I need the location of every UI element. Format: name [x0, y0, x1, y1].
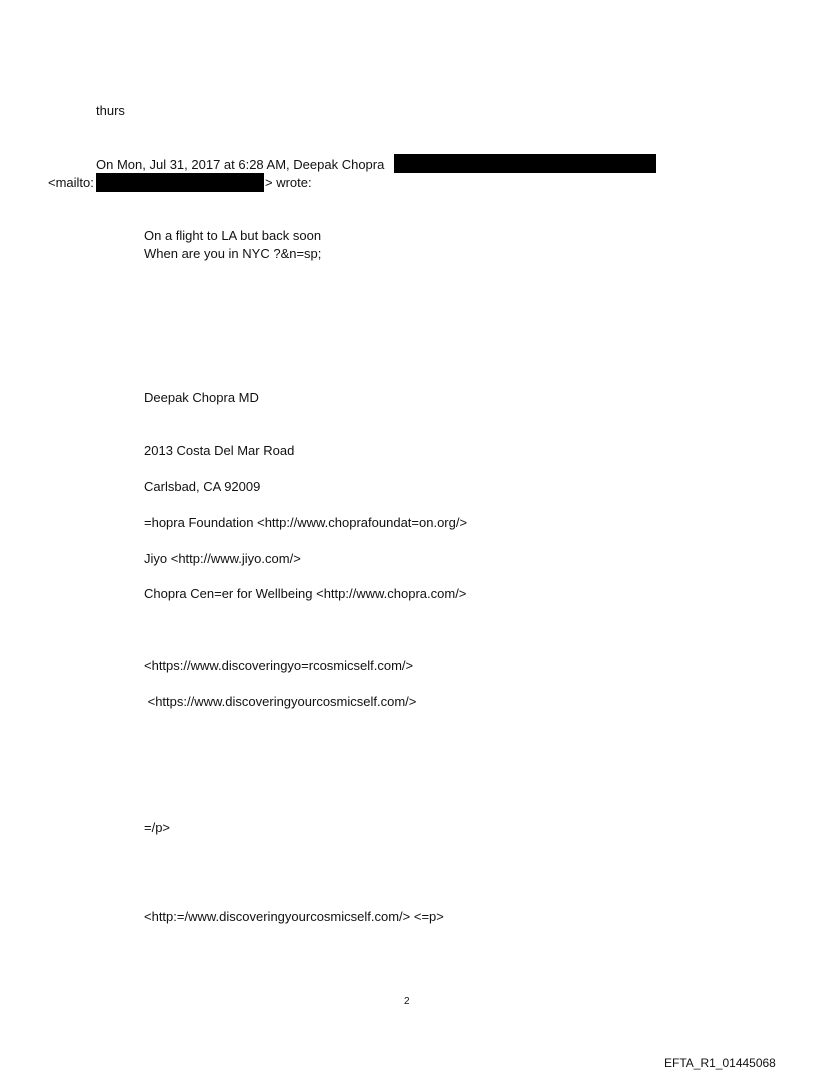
- body-line-1: On a flight to LA but back soon: [144, 228, 322, 243]
- quote-header-wrote: > wrote:: [265, 175, 312, 190]
- bates-number: EFTA_R1_01445068: [664, 1056, 776, 1070]
- signature-name: Deepak Chopra MD: [144, 390, 259, 405]
- html-remnant-p-close: =/p>: [144, 820, 171, 835]
- signature-jiyo: Jiyo <http://www.jiyo.com/>: [144, 551, 301, 566]
- page-number: 2: [404, 996, 410, 1007]
- quote-header-mailto: <mailto:: [48, 175, 94, 190]
- signature-street: 2013 Costa Del Mar Road: [144, 443, 295, 458]
- signature-link-1: <https://www.discoveringyo=rcosmicself.com/>: [144, 658, 414, 673]
- signature-city: Carlsbad, CA 92009: [144, 479, 261, 494]
- quote-header-line1: On Mon, Jul 31, 2017 at 6:28 AM, Deepak Chopra: [96, 157, 385, 172]
- signature-foundation: =hopra Foundation <http://www.choprafoundat=on.org/>: [144, 515, 468, 530]
- signature-link-3: <http:=/www.discoveringyourcosmicself.com/> <=p>: [144, 909, 444, 924]
- redaction-box-email: [394, 154, 656, 173]
- signature-link-2: <https://www.discoveringyourcosmicself.com/>: [144, 694, 417, 709]
- reply-text: thurs: [96, 103, 125, 118]
- signature-center: Chopra Cen=er for Wellbeing <http://www.chopra.com/>: [144, 586, 467, 601]
- redaction-box-mailto: [96, 173, 264, 192]
- body-line-2: When are you in NYC ?&n=sp;: [144, 246, 322, 261]
